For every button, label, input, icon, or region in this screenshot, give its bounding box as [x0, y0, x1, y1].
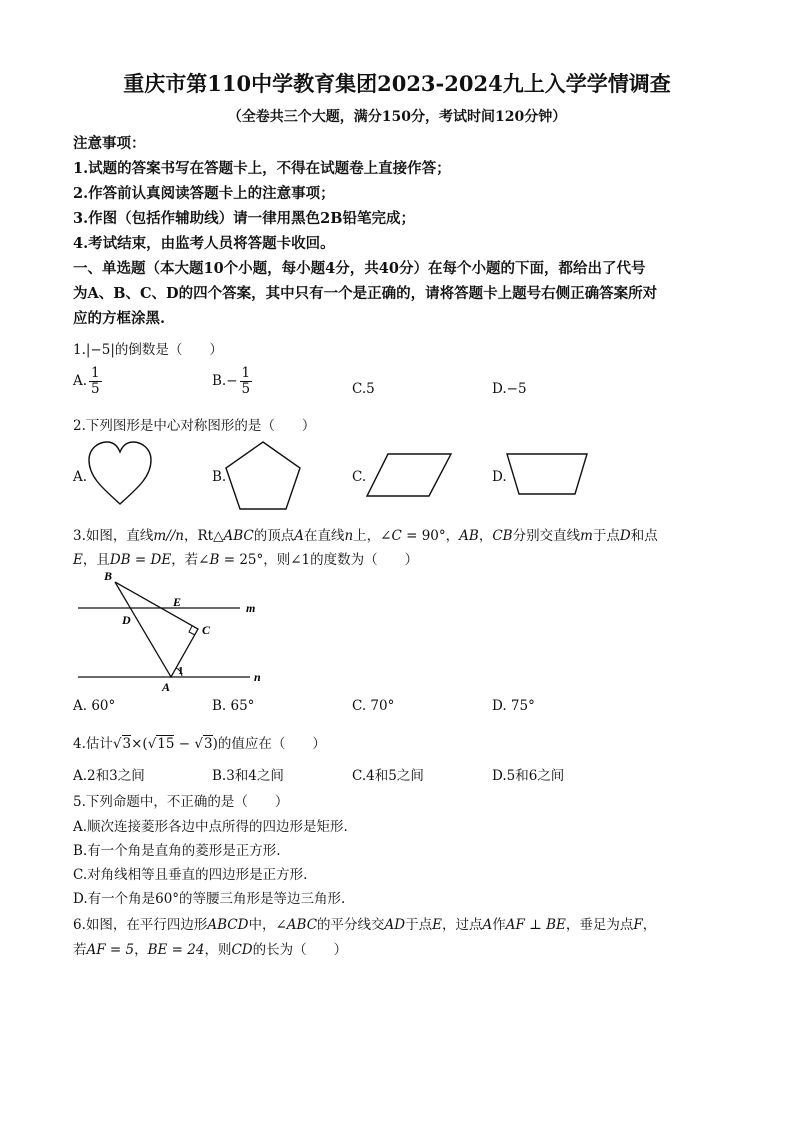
q5-option-a: A.顺次连接菱形各边中点所得的四边形是矩形. [73, 819, 348, 835]
page-title: 重庆市第110中学教育集团2023-2024九上入学学情调查 [123, 71, 671, 96]
label-c: C [202, 623, 211, 637]
math: ABC [286, 917, 318, 933]
math: DB = DE [109, 552, 172, 568]
label-n: n [254, 670, 261, 684]
q4-option-b: B.3和4之间 [212, 768, 284, 784]
numerator: 1 [91, 365, 100, 381]
q6-line1 [73, 913, 656, 933]
section-heading-line1: 一、单选题（本大题10个小题，每小题4分，共40分）在每个小题的下面，都给出了代号 [73, 260, 646, 277]
text: ，过点 [441, 917, 483, 933]
math: ABCD [207, 917, 249, 933]
text: 在直线 [303, 528, 345, 544]
math: AB [459, 528, 479, 544]
text: 6.如图，在平行四边形 [73, 917, 208, 933]
radicand: 3 [204, 736, 213, 752]
math: F [633, 917, 643, 933]
math: BE = 24 [147, 942, 205, 958]
q2-label-c: C. [352, 469, 367, 485]
text: ，若∠ [171, 552, 210, 568]
q5-option-b: B.有一个角是直角的菱形是正方形. [73, 843, 281, 859]
label-d: D [122, 613, 131, 627]
q3-line2 [73, 548, 418, 568]
page-subtitle: （全卷共三个大题，满分150分，考试时间120分钟） [227, 109, 567, 125]
math: E [432, 917, 442, 933]
q5-stem: 5.下列命题中，不正确的是（ ） [73, 794, 289, 810]
option-label: B. [212, 373, 227, 389]
q5-option-d: D.有一个角是60°的等腰三角形是等边三角形. [73, 891, 346, 907]
q3-option-d: D. 75° [492, 698, 535, 714]
text: ，Rt△ [183, 528, 224, 544]
heart-icon [87, 440, 153, 506]
q3-option-b: B. 65° [212, 698, 255, 714]
math: B [209, 552, 220, 568]
text: ，垂足为点 [565, 917, 634, 933]
triangle-abc [115, 582, 198, 677]
q4-option-d: D.5和6之间 [492, 768, 565, 784]
text: 于点 [405, 917, 433, 933]
text: = 25°，则∠1的度数为（ ） [219, 552, 419, 568]
text: ，则 [204, 942, 232, 958]
fraction [240, 366, 253, 397]
q1-stem: 1.|−5|的倒数是（ ） [73, 342, 223, 358]
math: m//n [153, 528, 184, 544]
text: 若 [73, 942, 87, 958]
q5-option-c: C.对角线相等且垂直的四边形是正方形. [73, 867, 308, 883]
text: 作 [492, 917, 506, 933]
numerator: 1 [241, 365, 251, 381]
math: C [391, 528, 402, 544]
text: 3.如图，直线 [73, 528, 154, 544]
math: AD [384, 917, 406, 933]
text: 于点 [592, 528, 620, 544]
pentagon-icon [225, 441, 301, 511]
q4-option-c: C.4和5之间 [352, 768, 424, 784]
math: A [482, 917, 493, 933]
q2-label-a: A. [73, 469, 88, 485]
radicand: 15 [157, 736, 175, 752]
math: A [294, 528, 304, 544]
math: D [619, 528, 631, 544]
note-item: 2.作答前认真阅读答题卡上的注意事项； [73, 185, 335, 202]
text: )的值应在（ ） [212, 736, 326, 752]
label-b: B [104, 569, 113, 583]
label-e: E [173, 595, 182, 609]
notes-heading: 注意事项： [73, 135, 146, 152]
note-item: 1.试题的答案书写在答题卡上，不得在试题卷上直接作答； [73, 160, 451, 177]
text: 的平分线交 [317, 917, 385, 933]
denominator: 5 [241, 381, 251, 397]
math: n [344, 528, 354, 544]
q1-option-c: C.5 [352, 381, 375, 397]
q4-option-a: A.2和3之间 [73, 768, 145, 784]
sqrt-sign: √ [147, 736, 157, 752]
text: ， [134, 942, 148, 958]
note-item: 4.考试结束，由监考人员将答题卡收回。 [73, 235, 335, 252]
q3-option-a: A. 60° [73, 698, 116, 714]
text: − [174, 736, 195, 752]
text: 的长为（ ） [252, 942, 348, 958]
sqrt-sign: √ [194, 736, 203, 752]
text: = 90°， [401, 528, 460, 544]
parallelogram-icon [366, 453, 452, 497]
label-a: A [162, 680, 171, 694]
math: m [580, 528, 593, 544]
label-angle-1: 1 [178, 665, 184, 677]
text: 中，∠ [248, 917, 287, 933]
section-heading-line3: 应的方框涂黑. [73, 310, 166, 327]
q6-line2 [73, 938, 347, 958]
minus-sign: − [226, 373, 238, 389]
denominator: 5 [91, 381, 100, 397]
text: 分别交直线 [512, 528, 581, 544]
text: 4.估计 [73, 736, 113, 752]
text: 上，∠ [353, 528, 392, 544]
text: ， [642, 917, 657, 933]
q2-label-b: B. [212, 469, 227, 485]
option-label: A. [73, 373, 88, 389]
q4-stem [73, 732, 326, 752]
label-m: m [246, 601, 256, 615]
q3-figure [70, 568, 270, 693]
text: ×( [131, 736, 148, 752]
math: CD [231, 942, 253, 958]
note-item: 3.作图（包括作辅助线）请一律用黑色2B铅笔完成； [73, 210, 415, 227]
math: AF ⊥ BE [505, 917, 566, 933]
math: CB [492, 528, 513, 544]
q3-line1 [73, 524, 658, 544]
sqrt-sign: √ [112, 736, 122, 752]
fraction [89, 366, 102, 397]
text: ，且 [82, 552, 110, 568]
q1-option-b [212, 366, 252, 397]
text: 和点 [630, 528, 658, 544]
q1-option-a [73, 366, 102, 397]
trapezoid-icon [506, 453, 588, 495]
q2-stem: 2.下列图形是中心对称图形的是（ ） [73, 418, 316, 434]
text: 的顶点 [253, 528, 295, 544]
q1-option-d: D.−5 [492, 381, 527, 397]
math: E [73, 552, 83, 568]
radicand: 3 [122, 736, 132, 752]
math: ABC [223, 528, 254, 544]
q2-label-d: D. [492, 469, 507, 485]
section-heading-line2: 为A、B、C、D的四个答案，其中只有一个是正确的，请将答题卡上题号右侧正确答案所对 [73, 285, 658, 302]
math: AF = 5 [86, 942, 135, 958]
text: ， [478, 528, 493, 544]
q3-option-c: C. 70° [352, 698, 395, 714]
